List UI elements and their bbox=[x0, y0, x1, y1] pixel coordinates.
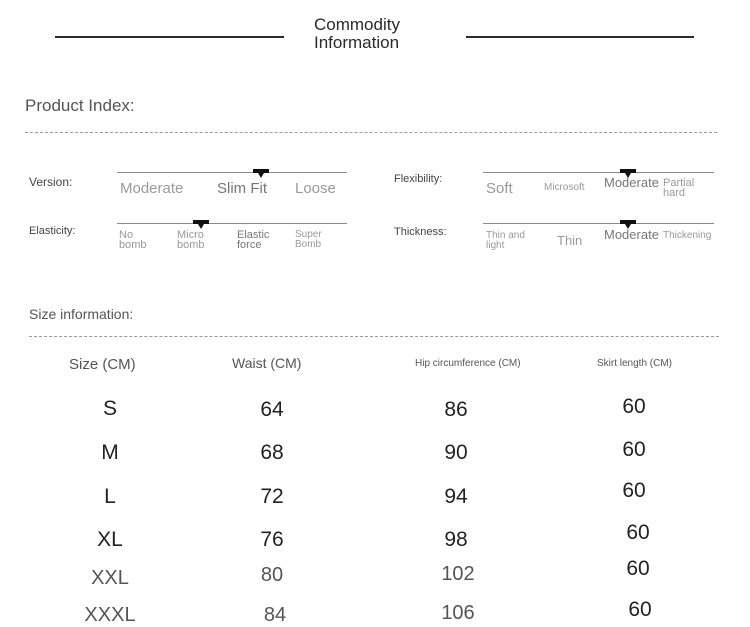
product-index-label: Product Index: bbox=[25, 96, 135, 115]
elasticity-label: Elasticity: bbox=[29, 225, 76, 237]
hip-cell: 94 bbox=[444, 485, 468, 508]
hip-cell: 90 bbox=[444, 441, 468, 464]
column-header-hip: Hip circumference (CM) bbox=[415, 358, 521, 369]
skirt-length-cell: 60 bbox=[628, 598, 652, 621]
size-information-divider bbox=[29, 336, 719, 337]
size-cell: M bbox=[101, 441, 119, 464]
flexibility-option-microsoft: Microsoft bbox=[544, 182, 585, 193]
elasticity-option-no-bomb: No bomb bbox=[119, 229, 147, 251]
size-cell: XL bbox=[97, 528, 123, 551]
column-header-skirt-length: Skirt length (CM) bbox=[597, 358, 673, 369]
thickness-label: Thickness: bbox=[394, 226, 447, 238]
hip-cell: 106 bbox=[441, 602, 475, 624]
header-rule-right bbox=[466, 36, 694, 38]
thickness-option-thin-and-light: Thin and light bbox=[486, 230, 525, 251]
page-title: Commodity Information bbox=[314, 15, 400, 52]
version-option-moderate: Moderate bbox=[120, 180, 184, 197]
flexibility-scale bbox=[483, 172, 714, 173]
elasticity-option-micro-bomb: Micro bomb bbox=[177, 229, 205, 251]
size-information-label: Size information: bbox=[29, 306, 134, 322]
column-header-waist: Waist (CM) bbox=[232, 355, 302, 371]
flexibility-selected-marker bbox=[620, 169, 636, 173]
waist-cell: 64 bbox=[260, 398, 284, 421]
version-label: Version: bbox=[29, 175, 73, 189]
waist-cell: 68 bbox=[260, 441, 284, 464]
waist-cell: 72 bbox=[260, 485, 284, 508]
size-cell: XXL bbox=[91, 567, 129, 589]
version-option-loose: Loose bbox=[295, 180, 336, 197]
thickness-option-thickening: Thickening bbox=[663, 230, 712, 241]
skirt-length-cell: 60 bbox=[626, 557, 650, 580]
hip-cell: 102 bbox=[441, 563, 475, 585]
elasticity-option-super-bomb: Super Bomb bbox=[295, 229, 322, 250]
hip-cell: 86 bbox=[444, 398, 468, 421]
thickness-scale bbox=[483, 223, 714, 224]
version-selected-marker bbox=[253, 169, 269, 173]
waist-cell: 76 bbox=[260, 528, 284, 551]
waist-cell: 80 bbox=[260, 564, 284, 586]
size-cell: S bbox=[102, 397, 117, 420]
flexibility-label: Flexibility: bbox=[394, 173, 443, 185]
version-option-slim-fit: Slim Fit bbox=[217, 180, 267, 197]
skirt-length-cell: 60 bbox=[622, 438, 646, 461]
thickness-option-moderate: Moderate bbox=[604, 227, 659, 242]
hip-cell: 98 bbox=[444, 528, 468, 551]
version-scale bbox=[117, 172, 347, 173]
size-cell: L bbox=[104, 485, 116, 508]
flexibility-option-soft: Soft bbox=[486, 180, 513, 197]
column-header-size: Size (CM) bbox=[69, 356, 136, 373]
thickness-selected-marker bbox=[620, 220, 636, 224]
skirt-length-cell: 60 bbox=[626, 521, 650, 544]
waist-cell: 84 bbox=[263, 604, 287, 626]
elasticity-selected-marker bbox=[193, 220, 209, 224]
elasticity-option-elastic-force: Elastic force bbox=[237, 229, 270, 251]
product-index-divider bbox=[25, 132, 717, 133]
elasticity-scale bbox=[117, 223, 347, 224]
skirt-length-cell: 60 bbox=[622, 479, 646, 502]
flexibility-option-moderate: Moderate bbox=[604, 175, 659, 190]
flexibility-option-partial-hard: Partial hard bbox=[663, 177, 695, 199]
thickness-option-thin: Thin bbox=[557, 233, 583, 248]
size-cell: XXXL bbox=[84, 604, 136, 626]
header-rule-left bbox=[55, 36, 284, 38]
skirt-length-cell: 60 bbox=[622, 395, 646, 418]
